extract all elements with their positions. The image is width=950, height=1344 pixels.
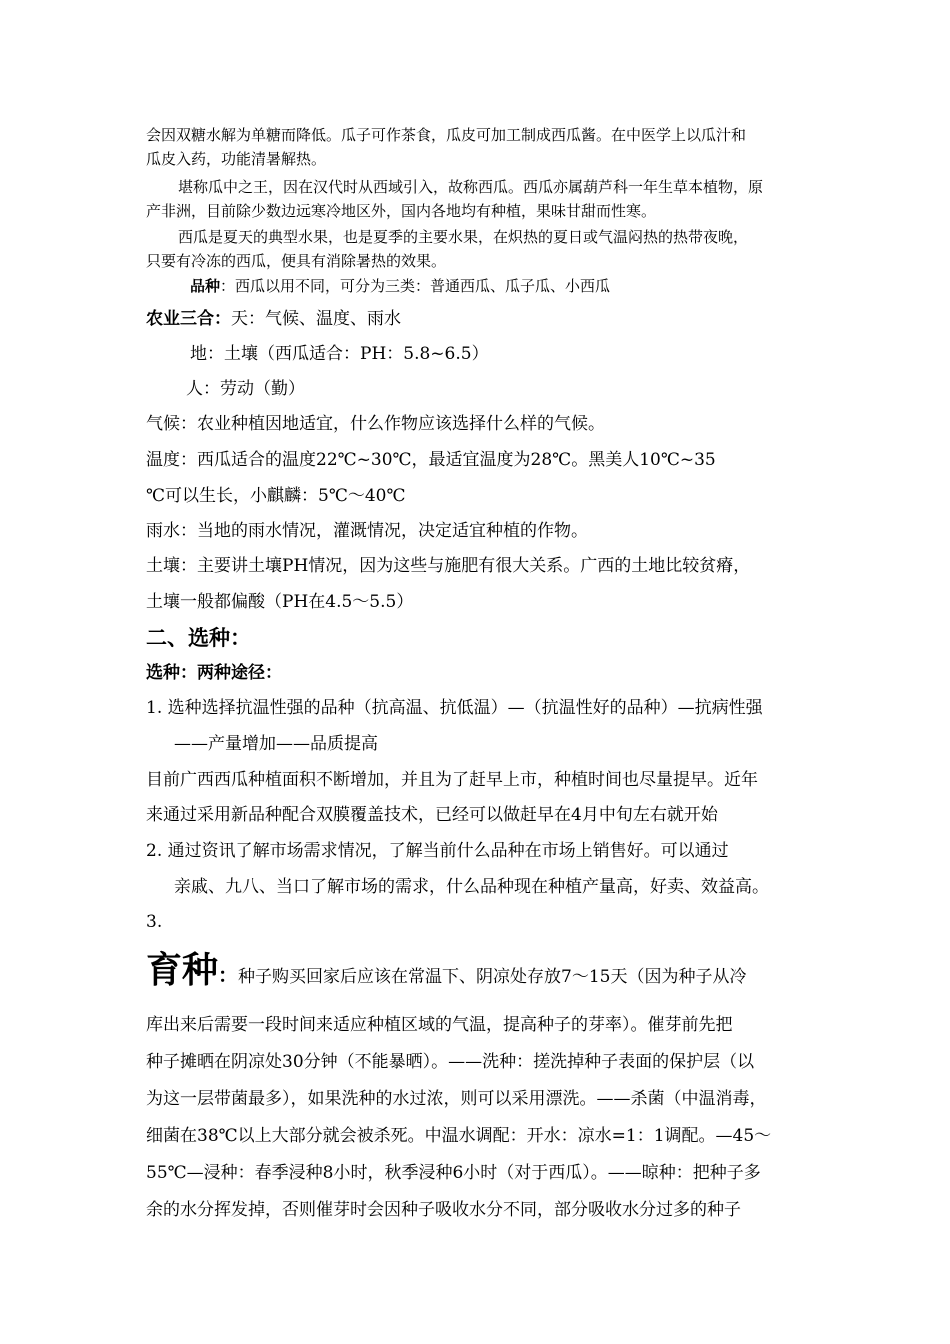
list-item: 3.: [146, 912, 163, 932]
paragraph-line: 土壤：主要讲土壤PH情况，因为这些与施肥有很大关系。广西的土地比较贫瘠，: [146, 556, 751, 576]
list-item-continuation: 亲戚、九八、当口了解市场的需求，什么品种现在种植产量高，好卖、效益高。: [174, 877, 769, 897]
paragraph-line: 细菌在38℃以上大部分就会被杀死。中温水调配：开水：凉水=1：1调配。—45～: [146, 1126, 772, 1146]
paragraph-line: 来通过采用新品种配合双膜覆盖技术，已经可以做赶早在4月中旬左右就开始: [146, 805, 718, 825]
paragraph-line: 余的水分挥发掉，否则催芽时会因种子吸收水分不同，部分吸收水分过多的种子: [146, 1200, 741, 1220]
paragraph-line: 会因双糖水解为单糖而降低。瓜子可作茶食，瓜皮可加工制成西瓜酱。在中医学上以瓜汁和: [146, 126, 747, 144]
paragraph-line: 地：土壤（西瓜适合：PH：5.8~6.5）: [190, 344, 489, 364]
paragraph-line: 气候：农业种植因地适宜，什么作物应该选择什么样的气候。: [146, 414, 605, 434]
agriculture-three-line: [146, 305, 401, 333]
section-heading-xuanzhong: 二、选种：: [146, 625, 251, 650]
paragraph-line: 西瓜是夏天的典型水果，也是夏季的主要水果，在炽热的夏日或气温闷热的热带夜晚，: [178, 228, 749, 246]
variety-label: 品种: [190, 277, 221, 295]
subheading-xuanzhong: 选种：两种途径：: [146, 663, 282, 683]
paragraph-line: 种子摊晒在阴凉处30分钟（不能暴晒）。——洗种：搓洗掉种子表面的保护层（以: [146, 1052, 755, 1072]
paragraph-line: 只要有冷冻的西瓜，便具有消除暑热的效果。: [146, 252, 447, 270]
paragraph-line: 土壤一般都偏酸（PH在4.5～5.5）: [146, 592, 414, 612]
paragraph-line: 雨水：当地的雨水情况，灌溉情况，决定适宜种植的作物。: [146, 521, 588, 541]
variety-text: ：西瓜以用不同，可分为三类：普通西瓜、瓜子瓜、小西瓜: [220, 277, 611, 295]
list-item: 1. 选种选择抗温性强的品种（抗高温、抗低温）—（抗温性好的品种）—抗病性强: [146, 698, 763, 718]
agriculture-text: 天：气候、温度、雨水: [231, 309, 401, 329]
paragraph-line: 堪称瓜中之王，因在汉代时从西域引入，故称西瓜。西瓜亦属葫芦科一年生草本植物，原: [178, 178, 764, 196]
paragraph-line: 库出来后需要一段时间来适应种植区域的气温，提高种子的芽率）。催芽前先把: [146, 1015, 733, 1035]
variety-line: [190, 275, 610, 297]
paragraph-line: 为这一层带菌最多），如果洗种的水过浓，则可以采用漂洗。——杀菌（中温消毒，: [146, 1089, 767, 1109]
breeding-paragraph-first-line: [146, 947, 746, 993]
paragraph-line: 温度：西瓜适合的温度22℃~30℃，最适宜温度为28℃。黑美人10℃~35: [146, 450, 716, 470]
paragraph-line: 目前广西西瓜种植面积不断增加，并且为了赶早上市，种植时间也尽量提早。近年: [146, 770, 758, 790]
list-item: 2. 通过资讯了解市场需求情况，了解当前什么品种在市场上销售好。可以通过: [146, 841, 729, 861]
section-heading-yuzhong: 育种: [146, 949, 219, 991]
paragraph-line: 人：劳动（勤）: [186, 379, 305, 399]
agriculture-label: 农业三合：: [146, 309, 231, 329]
paragraph-line: 55℃—浸种：春季浸种8小时，秋季浸种6小时（对于西瓜）。——晾种：把种子多: [146, 1163, 761, 1183]
list-item-continuation: ——产量增加——品质提高: [174, 734, 378, 754]
heading-colon: ：: [218, 963, 239, 987]
paragraph-line: 瓜皮入药，功能清暑解热。: [146, 150, 327, 168]
paragraph-line: ℃可以生长，小麒麟：5℃～40℃: [146, 486, 406, 506]
paragraph-line: 产非洲，目前除少数边远寒冷地区外，国内各地均有种植，果味甘甜而性寒。: [146, 202, 657, 220]
breeding-text: 种子购买回家后应该在常温下、阴凉处存放7～15天（因为种子从冷: [238, 967, 747, 987]
